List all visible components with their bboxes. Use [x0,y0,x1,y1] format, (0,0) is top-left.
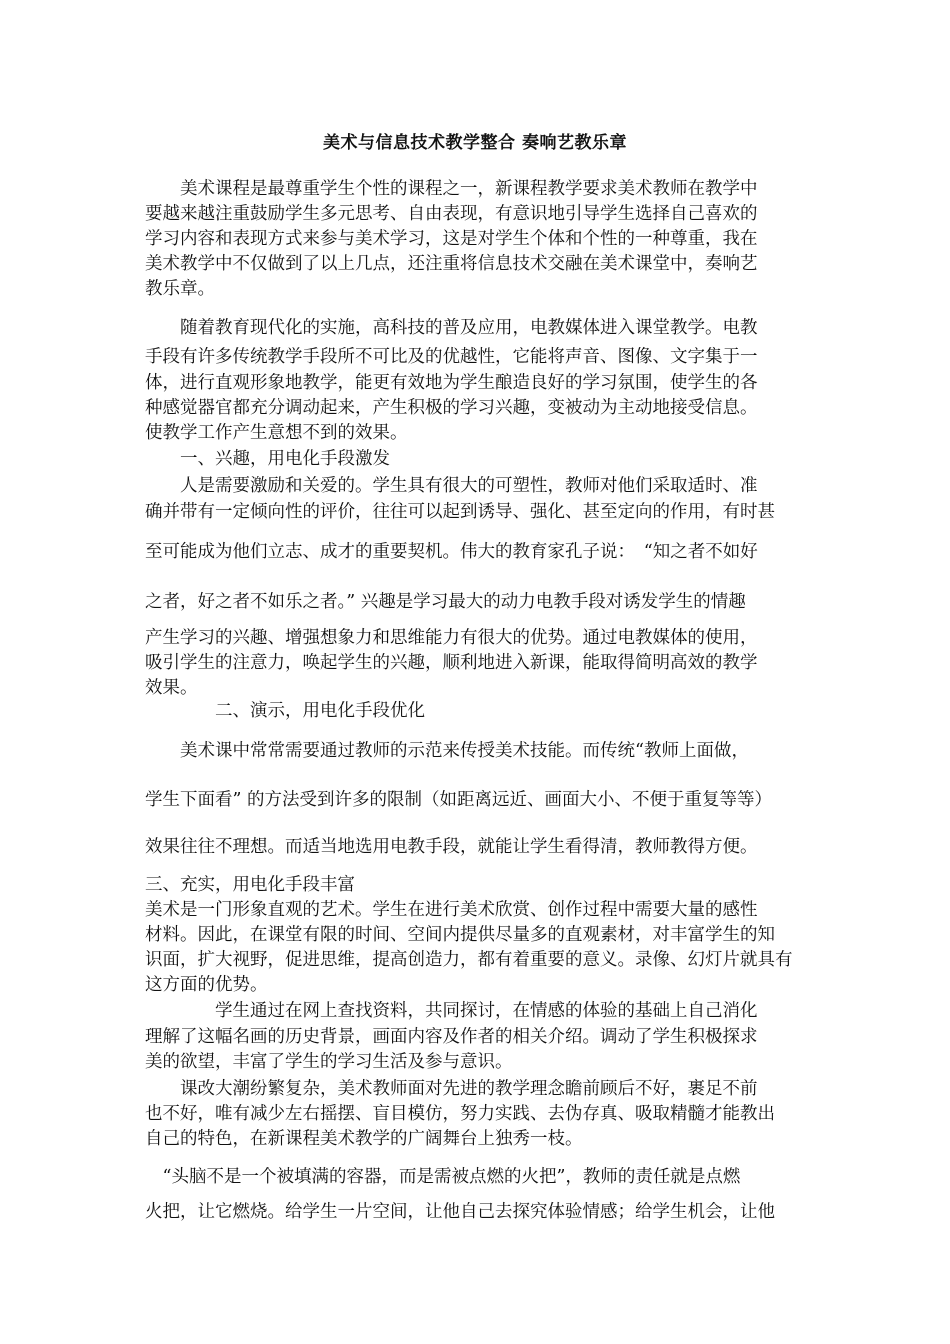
paragraph-line: “头脑不是一个被填满的容器，而是需被点燃的火把”，教师的责任就是点燃 [145,1167,741,1187]
paragraph-line: 美术课中常常需要通过教师的示范来传授美术技能。而传统“教师上面做， [145,741,749,761]
paragraph-line: 学生下面看” 的方法受到许多的限制（如距离远近、画面大小、不便于重复等等） [145,790,773,810]
paragraph-line: 理解了这幅名画的历史背景，画面内容及作者的相关介绍。调动了学生积极探求 [145,1027,758,1047]
paragraph-line: 美术是一门形象直观的艺术。学生在进行美术欣赏、创作过程中需要大量的感性 [145,900,758,920]
paragraph-line: 确并带有一定倾向性的评价，往往可以起到诱导、强化、甚至定向的作用，有时甚 [145,502,775,522]
paragraph-line: 效果往往不理想。而适当地选用电教手段，就能让学生看得清，教师教得方便。 [145,837,758,857]
paragraph-line: 学习内容和表现方式来参与美术学习，这是对学生个体和个性的一种尊重，我在 [145,229,758,249]
paragraph-line: 三、充实，用电化手段丰富 [145,875,355,895]
paragraph-line: 手段有许多传统教学手段所不可比及的优越性，它能将声音、图像、文字集于一 [145,347,758,367]
paragraph-line: 识面，扩大视野，促进思维，提高创造力，都有着重要的意义。录像、幻灯片就具有 [145,950,793,970]
paragraph-line: 体，进行直观形象地教学，能更有效地为学生酿造良好的学习氛围，使学生的各 [145,373,758,393]
paragraph-line: 材料。因此，在课堂有限的时间、空间内提供尽量多的直观素材，对丰富学生的知 [145,925,775,945]
paragraph-line: 种感觉器官都充分调动起来，产生积极的学习兴趣，变被动为主动地接受信息。 [145,398,758,418]
paragraph-line: 之者，好之者不如乐之者。” 兴趣是学习最大的动力电教手段对诱发学生的情趣 [145,592,746,612]
paragraph-line: 美术教学中不仅做到了以上几点，还注重将信息技术交融在美术课堂中，奏响艺 [145,254,758,274]
paragraph-line: 也不好，唯有减少左右摇摆、盲目模仿，努力实践、去伪存真、吸取精髓才能教出 [145,1104,775,1124]
paragraph-line: 教乐章。 [145,279,215,299]
paragraph-line: 效果。 [145,678,198,698]
paragraph-line: 一、兴趣，用电化手段激发 [145,449,390,469]
paragraph-line: 二、演示，用电化手段优化 [145,701,425,721]
paragraph-line: 学生通过在网上查找资料，共同探讨，在情感的体验的基础上自己消化 [145,1001,758,1021]
paragraph-line: 要越来越注重鼓励学生多元思考、自由表现，有意识地引导学生选择自己喜欢的 [145,204,758,224]
paragraph-line: 产生学习的兴趣、增强想象力和思维能力有很大的优势。通过电教媒体的使用， [145,628,758,648]
document-title: 美术与信息技术教学整合 奏响艺教乐章 [323,133,627,153]
paragraph-line: 火把，让它燃烧。给学生一片空间，让他自己去探究体验情感；给学生机会，让他 [145,1202,775,1222]
paragraph-line: 美的欲望，丰富了学生的学习生活及参与意识。 [145,1052,513,1072]
paragraph-line: 课改大潮纷繁复杂，美术教师面对先进的教学理念瞻前顾后不好，裹足不前 [145,1079,758,1099]
paragraph-line: 吸引学生的注意力，唤起学生的兴趣，顺利地进入新课，能取得简明高效的教学 [145,653,758,673]
paragraph-line: 使教学工作产生意想不到的效果。 [145,423,408,443]
paragraph-line: 随着教育现代化的实施，高科技的普及应用，电教媒体进入课堂教学。电教 [145,318,758,338]
paragraph-line: 自己的特色，在新课程美术教学的广阔舞台上独秀一枝。 [145,1129,583,1149]
paragraph-line: 美术课程是最尊重学生个性的课程之一，新课程教学要求美术教师在教学中 [145,179,758,199]
paragraph-line: 这方面的优势。 [145,975,268,995]
paragraph-line: 至可能成为他们立志、成才的重要契机。伟大的教育家孔子说： “知之者不如好 [145,542,758,562]
paragraph-line: 人是需要激励和关爱的。学生具有很大的可塑性，教师对他们采取适时、准 [145,476,758,496]
